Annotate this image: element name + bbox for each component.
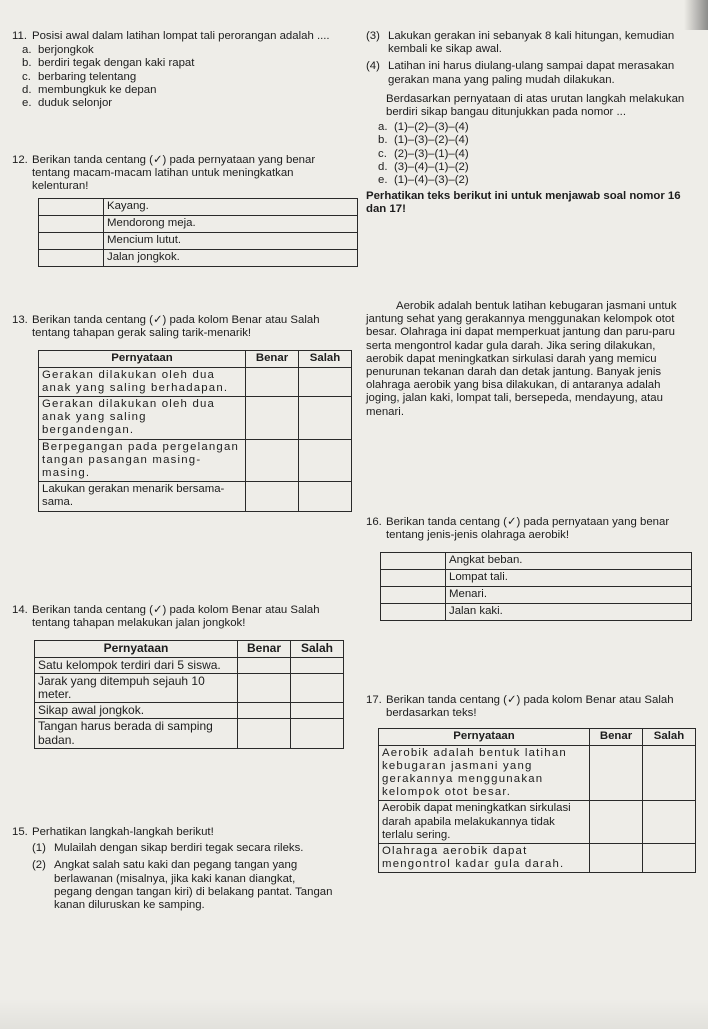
step-text: Mulailah dengan sikap berdiri tegak secara rileks. bbox=[54, 842, 304, 855]
right-column bbox=[366, 30, 702, 873]
false-cell[interactable] bbox=[291, 703, 344, 719]
step-number: (4) bbox=[366, 60, 380, 73]
question-text: Berikan tanda centang (✓) pada kolom Benar atau Salah berdasarkan teks! bbox=[386, 694, 674, 720]
step-text: Latihan ini harus diulang-ulang sampai dapat merasakan gerakan mana yang paling mudah dilakukan. bbox=[388, 60, 675, 86]
question-number: 12. bbox=[12, 154, 28, 166]
question-number: 13. bbox=[12, 314, 28, 326]
step-1 bbox=[12, 842, 357, 855]
option-c[interactable] bbox=[12, 71, 357, 84]
false-cell[interactable] bbox=[299, 397, 352, 440]
option-c[interactable] bbox=[366, 148, 702, 161]
false-cell[interactable] bbox=[291, 657, 344, 673]
step-4 bbox=[366, 60, 702, 86]
question-text: Perhatikan langkah-langkah berikut! bbox=[32, 826, 214, 838]
step-number: (2) bbox=[32, 859, 46, 872]
question-17 bbox=[366, 694, 702, 873]
false-cell[interactable] bbox=[291, 719, 344, 748]
table-row bbox=[379, 844, 696, 873]
left-column bbox=[12, 30, 357, 912]
table-row bbox=[39, 215, 358, 232]
true-false-table bbox=[34, 640, 344, 748]
row-label: Jalan jongkok. bbox=[104, 249, 358, 266]
option-letter: d. bbox=[378, 160, 388, 173]
checkbox-cell[interactable] bbox=[39, 232, 104, 249]
header-true: Benar bbox=[246, 351, 299, 367]
option-text: duduk selonjor bbox=[38, 97, 113, 110]
question-13 bbox=[12, 314, 357, 604]
option-letter: a. bbox=[22, 44, 32, 57]
step-text: Angkat salah satu kaki dan pegang tangan yang berlawanan (misalnya, jika kaki kanan diangkat, pegang dengan tangan kiri) di belakang pantat. Tangan kanan diluruskan ke samping. bbox=[54, 859, 333, 912]
table-row bbox=[379, 801, 696, 844]
question-number: 16. bbox=[366, 516, 382, 528]
question-prompt: Berdasarkan pernyataan di atas urutan langkah melakukan berdiri sikap bangau ditunjukkan pada nomor ... bbox=[386, 92, 685, 119]
option-text: (1)–(4)–(3)–(2) bbox=[394, 174, 469, 187]
row-label: Angkat beban. bbox=[446, 553, 692, 570]
checkbox-cell[interactable] bbox=[39, 198, 104, 215]
option-letter: c. bbox=[22, 70, 31, 83]
option-letter: e. bbox=[22, 97, 32, 110]
table-row bbox=[39, 482, 352, 511]
checkbox-cell[interactable] bbox=[381, 553, 446, 570]
table-header-row bbox=[39, 351, 352, 367]
statement-cell: Olahraga aerobik dapat mengontrol kadar gula darah. bbox=[379, 844, 590, 873]
header-statement: Pernyataan bbox=[35, 641, 238, 657]
table-row bbox=[381, 553, 692, 570]
option-text: (3)–(4)–(1)–(2) bbox=[394, 160, 469, 173]
statement-cell: Lakukan gerakan menarik bersama-sama. bbox=[39, 482, 246, 511]
statement-cell: Berpegangan pada pergelangan tangan pasangan masing-masing. bbox=[39, 439, 246, 482]
step-3 bbox=[366, 30, 702, 56]
header-false: Salah bbox=[291, 641, 344, 657]
checklist-table bbox=[38, 198, 358, 267]
header-statement: Pernyataan bbox=[39, 351, 246, 367]
statement-cell: Sikap awal jongkok. bbox=[35, 703, 238, 719]
option-d[interactable] bbox=[366, 161, 702, 174]
table-row bbox=[39, 198, 358, 215]
question-number: 11. bbox=[12, 30, 27, 42]
false-cell[interactable] bbox=[299, 482, 352, 511]
false-cell[interactable] bbox=[643, 801, 696, 844]
passage-text: Aerobik adalah bentuk latihan kebugaran jasmani untuk jantung sehat yang gerakannya menggunakan kelompok otot besar. Olahraga ini dapat memperkuat jantung dan paru-paru serta mengontrol kadar gula darah. Jika sering dilakukan, aerobik dapat meningkatkan sirkulasi darah yang memicu penurunan tekanan darah dan detak jantung. Banyak jenis olahraga aerobik yang bisa dilakukan, di antaranya adalah joging, jalan kaki, lompat tali, bersepeda, mendayung, atau menari. bbox=[366, 300, 677, 418]
page-shadow bbox=[684, 0, 708, 30]
passage-instruction: Perhatikan teks berikut ini untuk menjawab soal nomor 16 dan 17! bbox=[366, 190, 681, 216]
table-row bbox=[39, 397, 352, 440]
checkbox-cell[interactable] bbox=[39, 249, 104, 266]
true-cell[interactable] bbox=[590, 745, 643, 801]
option-e[interactable] bbox=[12, 97, 357, 110]
row-label: Mencium lutut. bbox=[104, 232, 358, 249]
option-letter: d. bbox=[22, 83, 32, 96]
question-text: Berikan tanda centang (✓) pada kolom Benar atau Salah tentang tahapan gerak saling tarik-menarik! bbox=[32, 314, 320, 340]
row-label: Jalan kaki. bbox=[446, 604, 692, 621]
header-true: Benar bbox=[238, 641, 291, 657]
option-a[interactable] bbox=[366, 121, 702, 134]
option-text: (1)–(2)–(3)–(4) bbox=[394, 121, 469, 134]
option-letter: e. bbox=[378, 174, 388, 187]
question-text: Berikan tanda centang (✓) pada pernyataan yang benar tentang jenis-jenis olahraga aerobik! bbox=[386, 516, 670, 542]
statement-cell: Tangan harus berada di samping badan. bbox=[35, 719, 238, 748]
question-text: Posisi awal dalam latihan lompat tali perorangan adalah .... bbox=[32, 30, 330, 42]
question-text: Berikan tanda centang (✓) pada pernyataan yang benar tentang macam-macam latihan untuk meningkatkan kelenturan! bbox=[32, 154, 316, 193]
step-number: (1) bbox=[32, 842, 46, 855]
step-text: Lakukan gerakan ini sebanyak 8 kali hitungan, kemudian kembali ke sikap awal. bbox=[388, 30, 675, 56]
true-cell[interactable] bbox=[590, 801, 643, 844]
question-number: 17. bbox=[366, 694, 382, 706]
table-row bbox=[381, 587, 692, 604]
row-label: Menari. bbox=[446, 587, 692, 604]
option-letter: b. bbox=[378, 134, 388, 147]
false-cell[interactable] bbox=[643, 844, 696, 873]
question-number: 15. bbox=[12, 826, 28, 838]
question-11 bbox=[12, 30, 357, 154]
false-cell[interactable] bbox=[299, 367, 352, 396]
false-cell[interactable] bbox=[291, 673, 344, 702]
table-row bbox=[39, 367, 352, 396]
checkbox-cell[interactable] bbox=[39, 215, 104, 232]
option-b[interactable] bbox=[12, 57, 357, 70]
table-row bbox=[381, 570, 692, 587]
statement-cell: Gerakan dilakukan oleh dua anak yang saling bergandengan. bbox=[39, 397, 246, 440]
false-cell[interactable] bbox=[643, 745, 696, 801]
row-label: Kayang. bbox=[104, 198, 358, 215]
option-e[interactable] bbox=[366, 174, 702, 187]
header-statement: Pernyataan bbox=[379, 729, 590, 745]
table-header-row bbox=[379, 729, 696, 745]
question-15-continued bbox=[366, 30, 702, 300]
option-text: berdiri tegak dengan kaki rapat bbox=[38, 57, 195, 70]
option-text: (1)–(3)–(2)–(4) bbox=[394, 134, 469, 147]
table-row bbox=[35, 703, 344, 719]
true-false-table bbox=[378, 728, 696, 873]
true-cell[interactable] bbox=[246, 367, 299, 396]
statement-cell: Aerobik dapat meningkatkan sirkulasi darah apabila melakukannya tidak terlalu sering. bbox=[379, 801, 590, 844]
table-row bbox=[35, 657, 344, 673]
true-false-table bbox=[38, 350, 352, 511]
header-false: Salah bbox=[643, 729, 696, 745]
header-false: Salah bbox=[299, 351, 352, 367]
question-text: Berikan tanda centang (✓) pada kolom Benar atau Salah tentang tahapan melakukan jalan jongkok! bbox=[32, 604, 320, 630]
option-b[interactable] bbox=[366, 134, 702, 147]
option-letter: a. bbox=[378, 121, 388, 134]
table-row bbox=[39, 232, 358, 249]
question-16 bbox=[366, 516, 702, 694]
option-d[interactable] bbox=[12, 84, 357, 97]
statement-cell: Satu kelompok terdiri dari 5 siswa. bbox=[35, 657, 238, 673]
step-number: (3) bbox=[366, 30, 380, 42]
question-12 bbox=[12, 154, 357, 314]
checkbox-cell[interactable] bbox=[381, 587, 446, 604]
question-number: 14. bbox=[12, 604, 28, 616]
table-row bbox=[381, 604, 692, 621]
step-2 bbox=[12, 859, 357, 912]
true-cell[interactable] bbox=[246, 397, 299, 440]
page-fold-shadow bbox=[0, 999, 708, 1029]
option-text: berbaring telentang bbox=[38, 70, 137, 83]
table-row bbox=[35, 673, 344, 702]
question-15 bbox=[12, 826, 357, 912]
checklist-table bbox=[380, 552, 692, 621]
statement-cell: Aerobik adalah bentuk latihan kebugaran jasmani yang gerakannya menggunakan kelompok otot besar. bbox=[379, 745, 590, 801]
header-true: Benar bbox=[590, 729, 643, 745]
table-row bbox=[39, 439, 352, 482]
true-cell[interactable] bbox=[238, 657, 291, 673]
true-cell[interactable] bbox=[590, 844, 643, 873]
true-cell[interactable] bbox=[246, 439, 299, 482]
option-letter: c. bbox=[378, 147, 387, 160]
true-cell[interactable] bbox=[238, 703, 291, 719]
option-text: berjongkok bbox=[38, 44, 94, 57]
option-letter: b. bbox=[22, 57, 32, 70]
false-cell[interactable] bbox=[299, 439, 352, 482]
question-14 bbox=[12, 604, 357, 826]
checkbox-cell[interactable] bbox=[381, 570, 446, 587]
true-cell[interactable] bbox=[238, 719, 291, 748]
checkbox-cell[interactable] bbox=[381, 604, 446, 621]
option-a[interactable] bbox=[12, 44, 357, 57]
option-text: membungkuk ke depan bbox=[38, 83, 157, 96]
row-label: Lompat tali. bbox=[446, 570, 692, 587]
true-cell[interactable] bbox=[238, 673, 291, 702]
table-header-row bbox=[35, 641, 344, 657]
option-text: (2)–(3)–(1)–(4) bbox=[394, 147, 469, 160]
statement-cell: Jarak yang ditempuh sejauh 10 meter. bbox=[35, 673, 238, 702]
table-row bbox=[39, 249, 358, 266]
table-row bbox=[35, 719, 344, 748]
row-label: Mendorong meja. bbox=[104, 215, 358, 232]
true-cell[interactable] bbox=[246, 482, 299, 511]
table-row bbox=[379, 745, 696, 801]
statement-cell: Gerakan dilakukan oleh dua anak yang saling berhadapan. bbox=[39, 367, 246, 396]
